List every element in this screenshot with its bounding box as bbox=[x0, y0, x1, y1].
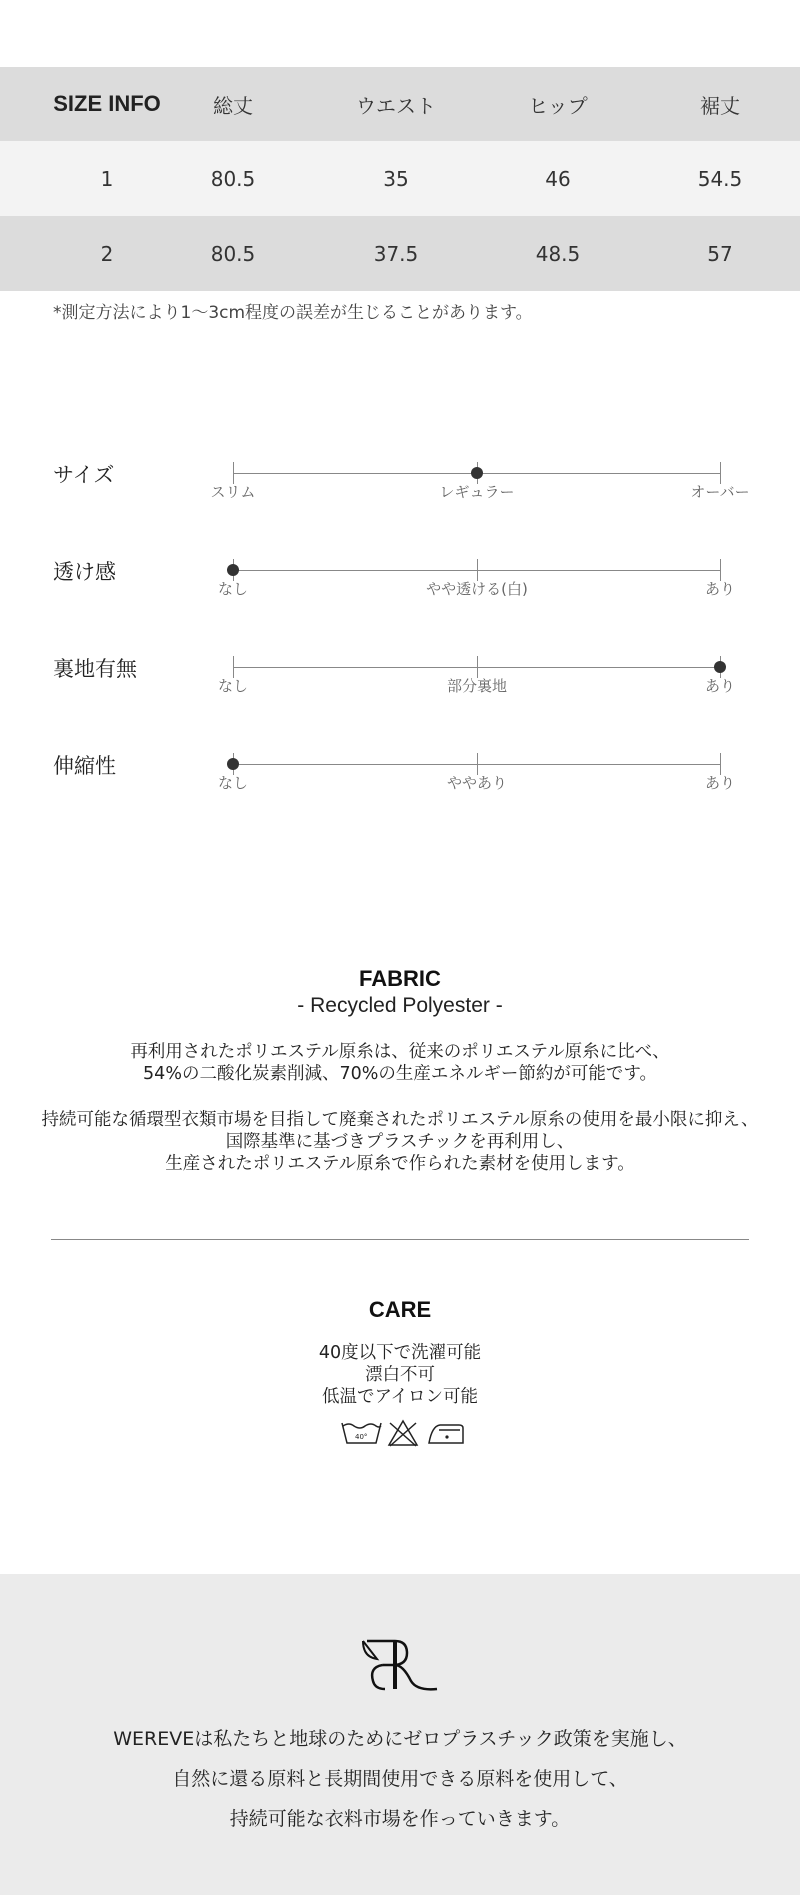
scale-marker bbox=[227, 758, 239, 770]
size-cell: 80.5 bbox=[210, 166, 256, 191]
fabric-text-line: 国際基準に基づきプラスチックを再利用し、 bbox=[225, 1132, 575, 1152]
care-instructions bbox=[0, 1342, 800, 1408]
scale-track bbox=[217, 570, 736, 598]
care-line: 低温でアイロン可能 bbox=[322, 1387, 478, 1407]
scale-marker bbox=[471, 467, 483, 479]
footer-text-line: 自然に還る原料と長期間使用できる原料を使用して、 bbox=[172, 1768, 628, 1790]
no-bleach-icon bbox=[389, 1421, 417, 1446]
measurement-note: *測定方法により1〜3cm程度の誤差が生じることがあります。 bbox=[53, 303, 533, 323]
scale-label: 透け感 bbox=[53, 560, 116, 584]
iron-low-icon bbox=[429, 1425, 463, 1443]
header-total-length: 総丈 bbox=[213, 93, 253, 118]
size-table bbox=[0, 67, 800, 291]
size-info-heading: SIZE INFO bbox=[53, 91, 161, 116]
fabric-text-line: 54%の二酸化炭素削減、70%の生産エネルギー節約が可能です。 bbox=[143, 1064, 657, 1084]
header-hip: ヒップ bbox=[528, 93, 588, 118]
care-line: 40度以下で洗濯可能 bbox=[318, 1343, 482, 1363]
scale-sheerness bbox=[0, 560, 800, 630]
scale-track bbox=[217, 667, 736, 695]
scale-option: オーバー bbox=[690, 483, 750, 501]
size-table-header bbox=[0, 67, 800, 141]
size-cell: 46 bbox=[545, 166, 571, 191]
header-hem-length: 裾丈 bbox=[700, 93, 740, 118]
section-divider bbox=[51, 1239, 749, 1240]
scale-option: なし bbox=[217, 580, 249, 598]
scale-option: なし bbox=[217, 774, 249, 792]
fabric-text-line: 再利用されたポリエステル原糸は、従来のポリエステル原糸に比べ、 bbox=[130, 1042, 670, 1062]
size-cell: 2 bbox=[100, 241, 114, 266]
scale-option: やや透ける(白) bbox=[426, 580, 528, 598]
care-icons bbox=[340, 1418, 465, 1448]
scale-track bbox=[217, 764, 736, 792]
size-cell: 54.5 bbox=[697, 166, 743, 191]
table-row bbox=[0, 141, 800, 216]
wash-40-icon bbox=[342, 1423, 381, 1443]
scale-marker bbox=[227, 564, 239, 576]
scale-option: ややあり bbox=[446, 774, 508, 792]
scale-option: あり bbox=[704, 774, 736, 792]
scale-label: 伸縮性 bbox=[53, 754, 116, 778]
scale-label: サイズ bbox=[53, 463, 115, 487]
scale-option: 部分裏地 bbox=[446, 677, 508, 695]
footer-text-line: 持続可能な衣料市場を作っていきます。 bbox=[229, 1808, 571, 1830]
scale-option: レギュラー bbox=[439, 483, 515, 501]
size-cell: 48.5 bbox=[535, 241, 581, 266]
scale-track bbox=[210, 473, 750, 501]
scale-label: 裏地有無 bbox=[53, 657, 137, 681]
scale-lining bbox=[0, 657, 800, 727]
size-cell: 57 bbox=[707, 241, 733, 266]
footer-text-line: WEREVEは私たちと地球のためにゼロプラスチック政策を実施し、 bbox=[113, 1728, 687, 1750]
scale-stretch bbox=[0, 754, 800, 824]
fabric-subtitle: - Recycled Polyester - bbox=[297, 994, 503, 1017]
fabric-title: FABRIC bbox=[359, 966, 441, 991]
header-waist: ウエスト bbox=[356, 93, 436, 118]
scale-option: スリム bbox=[210, 483, 256, 501]
scale-option: あり bbox=[704, 580, 736, 598]
size-cell: 1 bbox=[100, 166, 114, 191]
fabric-paragraph-2 bbox=[0, 1109, 800, 1175]
table-row bbox=[0, 216, 800, 291]
brand-footer bbox=[0, 1574, 800, 1895]
scale-marker bbox=[714, 661, 726, 673]
scale-option: あり bbox=[704, 677, 736, 695]
size-cell: 80.5 bbox=[210, 241, 256, 266]
fabric-text-line: 生産されたポリエステル原糸で作られた素材を使用します。 bbox=[165, 1154, 635, 1174]
care-line: 漂白不可 bbox=[365, 1365, 435, 1385]
fabric-text-line: 持続可能な循環型衣類市場を目指して廃棄されたポリエステル原糸の使用を最小限に抑え、 bbox=[41, 1110, 759, 1130]
size-cell: 37.5 bbox=[373, 241, 419, 266]
scale-size bbox=[0, 463, 800, 533]
fabric-paragraph-1 bbox=[0, 1041, 800, 1085]
size-cell: 35 bbox=[383, 166, 409, 191]
care-title: CARE bbox=[368, 1297, 432, 1322]
scale-option: なし bbox=[217, 677, 249, 695]
brand-logo bbox=[355, 1637, 445, 1693]
wash-temp-label: 40° bbox=[355, 1433, 368, 1441]
